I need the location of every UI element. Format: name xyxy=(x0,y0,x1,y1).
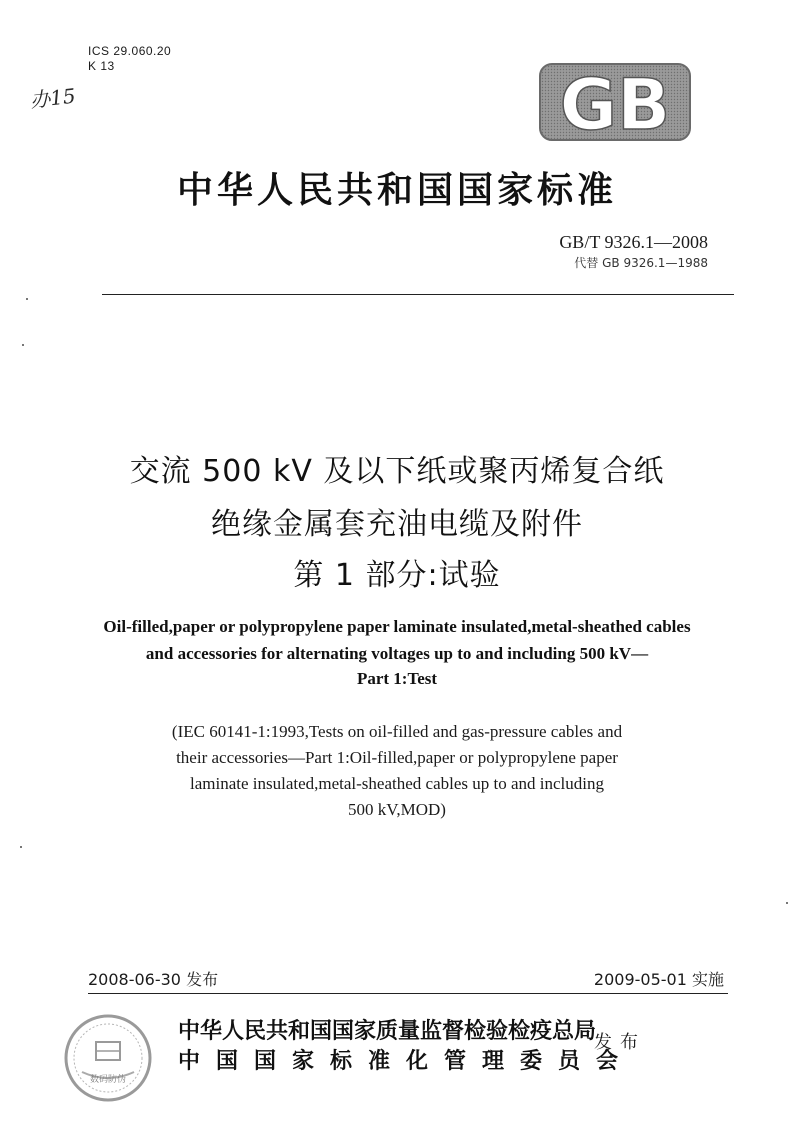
english-title-line-1: Oil-filled,paper or polypropylene paper laminate insulated,metal-sheathed cables xyxy=(103,617,691,636)
standard-number: GB/T 9326.1—2008 xyxy=(559,232,708,252)
implementation-date: 2009-05-01 实施 xyxy=(593,970,724,989)
publisher-line-2: 中国国家标准化管理委员会 xyxy=(178,1049,635,1074)
replaces-standard: 代替 GB 9326.1—1988 xyxy=(574,256,708,270)
publisher-line-1: 中华人民共和国国家质量监督检验检疫总局 xyxy=(178,1019,597,1044)
classification-codes xyxy=(88,44,171,74)
handwritten-note: 办15 xyxy=(29,83,77,113)
ics-code: ICS 29.060.20 xyxy=(88,44,172,58)
footer-divider xyxy=(88,993,728,994)
chinese-title-line-1: 交流 500 kV 及以下纸或聚丙烯复合纸 xyxy=(129,454,665,489)
ccs-code: K 13 xyxy=(88,59,115,73)
header-divider xyxy=(102,294,734,295)
english-title-line-3: Part 1:Test xyxy=(356,669,438,688)
gb-logo-text: GB xyxy=(559,64,671,142)
issued-label: 发布 xyxy=(594,1032,646,1053)
standard-category-title: 中华人民共和国国家标准 xyxy=(176,170,617,211)
iec-reference-line-4: 500 kV,MOD) xyxy=(348,800,446,819)
chinese-title-line-3: 第 1 部分:试验 xyxy=(293,558,501,593)
issue-date: 2008-06-30 发布 xyxy=(88,970,219,989)
iec-reference-line-1: (IEC 60141-1:1993,Tests on oil-filled and gas-pressure cables and xyxy=(171,722,623,741)
chinese-title-line-2: 绝缘金属套充油电缆及附件 xyxy=(211,507,583,542)
iec-reference-line-2: their accessories—Part 1:Oil-filled,paper or polypropylene paper xyxy=(176,748,618,767)
gb-logo xyxy=(538,62,692,142)
scan-speck xyxy=(20,846,22,848)
anti-counterfeit-seal-icon xyxy=(62,1012,154,1104)
scan-speck xyxy=(22,344,24,346)
scan-speck xyxy=(26,298,28,300)
scan-speck xyxy=(786,902,788,904)
english-title-line-2: and accessories for alternating voltages up to and including 500 kV— xyxy=(145,644,649,663)
iec-reference-line-3: laminate insulated,metal-sheathed cables up to and including xyxy=(189,774,604,793)
seal-caption: 数码防伪 xyxy=(89,1075,127,1085)
